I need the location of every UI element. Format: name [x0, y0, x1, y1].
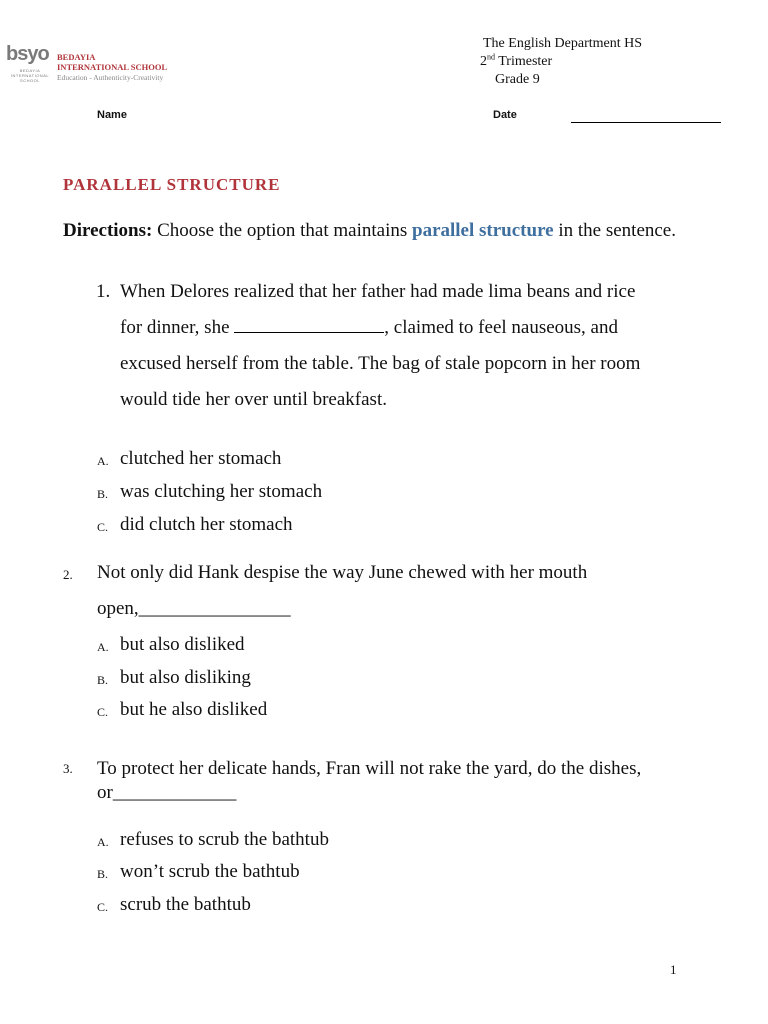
q3-option-b[interactable]: won’t scrub the bathtub — [120, 861, 300, 882]
question-2-number: 2. — [63, 567, 73, 582]
question-1-text — [120, 274, 640, 418]
school-tagline: Education - Authenticity-Creativity — [57, 73, 164, 82]
department-label: The English Department HS — [483, 36, 643, 51]
logo-subtext: BEDAYIA INTERNATIONAL SCHOOL — [10, 68, 50, 83]
q3-option-b-letter: B. — [97, 867, 109, 881]
question-1-line-3: excused herself from the table. The bag of stale popcorn in her room — [120, 353, 641, 374]
question-1-line-4: would tide her over until breakfast. — [120, 389, 387, 410]
q2-option-a[interactable]: but also disliked — [120, 634, 245, 655]
q3-option-a-letter: A. — [97, 835, 109, 849]
trimester-label: 2nd Trimester — [480, 52, 553, 69]
question-1-line-2: for dinner, she , claimed to feel nauseous, and — [120, 310, 640, 346]
directions-text-before: Choose the option that maintains — [152, 220, 412, 241]
q1-option-b-letter: B. — [97, 487, 109, 501]
q2-option-b-letter: B. — [97, 673, 109, 687]
worksheet-title: PARALLEL STRUCTURE — [63, 175, 281, 194]
grade-label: Grade 9 — [495, 72, 540, 87]
date-label: Date — [493, 109, 517, 121]
question-3-line-2: or_____________ — [97, 782, 237, 803]
question-3-line-1: To protect her delicate hands, Fran will not rake the yard, do the dishes, — [97, 758, 642, 779]
directions-highlight: parallel structure — [412, 220, 554, 241]
page-number: 1 — [670, 962, 677, 977]
question-2-line-1: Not only did Hank despise the way June chewed with her mouth — [97, 562, 588, 583]
q2-option-b[interactable]: but also disliking — [120, 667, 251, 688]
q1-option-a-letter: A. — [97, 454, 109, 468]
q2-option-c[interactable]: but he also disliked — [120, 699, 268, 720]
name-label: Name — [97, 109, 127, 121]
q3-option-a[interactable]: refuses to scrub the bathtub — [120, 829, 329, 850]
question-1-line-1: When Delores realized that her father had made lima beans and rice — [120, 281, 636, 302]
school-name-line1: BEDAYIA — [57, 52, 96, 62]
directions-label: Directions: — [63, 220, 153, 241]
q2-option-c-letter: C. — [97, 705, 109, 719]
question-1-number: 1. — [96, 281, 111, 302]
question-3-text — [97, 757, 641, 805]
school-logo — [6, 44, 186, 84]
answer-blank[interactable] — [234, 314, 384, 333]
directions — [63, 219, 676, 243]
q1-option-a[interactable]: clutched her stomach — [120, 448, 282, 469]
q1-option-c-letter: C. — [97, 520, 109, 534]
question-2-text — [97, 555, 587, 627]
date-field-line[interactable] — [571, 122, 721, 123]
logo-mark: bsyo — [6, 43, 49, 65]
q3-option-c-letter: C. — [97, 900, 109, 914]
q2-option-a-letter: A. — [97, 640, 109, 654]
school-name-line2: INTERNATIONAL SCHOOL — [57, 62, 168, 72]
directions-text-after: in the sentence. — [553, 220, 676, 241]
question-3-number: 3. — [63, 761, 73, 776]
q1-option-b[interactable]: was clutching her stomach — [120, 481, 323, 502]
q1-option-c[interactable]: did clutch her stomach — [120, 514, 293, 535]
school-name — [57, 52, 167, 72]
question-2-line-2: open,________________ — [97, 598, 291, 619]
q3-option-c[interactable]: scrub the bathtub — [120, 894, 251, 915]
